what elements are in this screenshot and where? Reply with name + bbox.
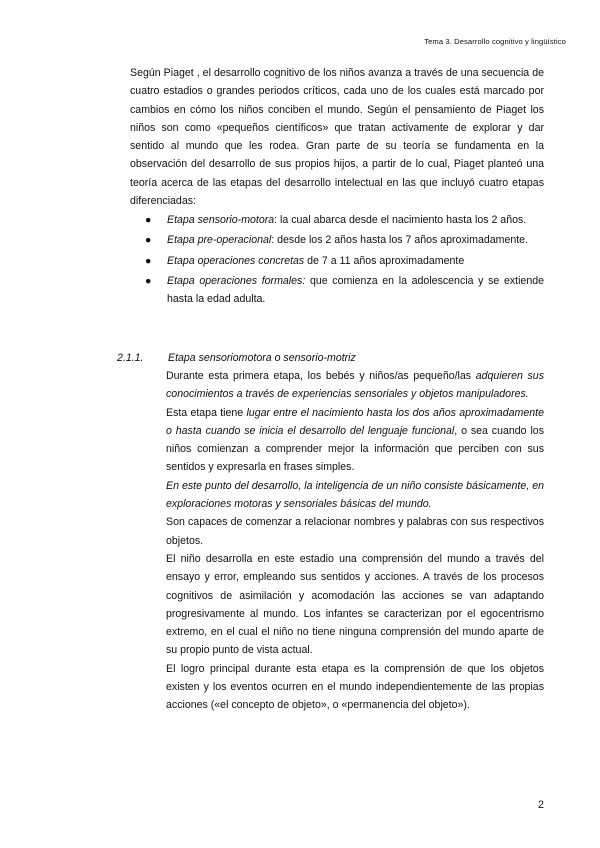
section-paragraph-3 bbox=[166, 477, 544, 514]
stage-text: que comienza en la adolescencia y se extiende hasta la edad adulta. bbox=[167, 274, 545, 306]
intro-block bbox=[130, 64, 544, 210]
bullet-icon: ● bbox=[145, 274, 152, 287]
section-paragraph-5: El niño desarrolla en este estadio una comprensión del mundo a través del ensayo y error, empleando sus sentidos y acciones. A través de los procesos cognitivos de asimilación y acomodación las acciones se van adaptando progresivamente al mundo. Los infantes se caracterizan por el egocentrismo extremo, en el cual el niño no tiene ninguna comprensión del mundo aparte de su propio punto de vista actual. bbox=[166, 552, 544, 657]
stage-name: Etapa pre-operacional bbox=[167, 234, 272, 247]
section-paragraph-1 bbox=[166, 367, 544, 404]
stage-name: Etapa operaciones formales: bbox=[167, 274, 306, 287]
section-paragraph-4: Son capaces de comenzar a relacionar nombres y palabras con sus respectivos objetos. bbox=[166, 516, 544, 547]
section-title: Etapa sensoriomotora o sensorio-motriz bbox=[168, 352, 356, 364]
stage-text: de 7 a 11 años aproximadamente bbox=[304, 254, 465, 267]
list-item bbox=[145, 272, 544, 309]
p2-italic: lugar entre el nacimiento hasta los dos años aproximadamente o hasta cuando se inicia el desarrollo del lenguaje funcional bbox=[166, 406, 544, 437]
bullet-icon: ● bbox=[145, 214, 152, 226]
stages-list bbox=[145, 211, 544, 310]
p1-italic: adquieren sus conocimientos a través de experiencias sensoriales y objetos manipuladores. bbox=[166, 370, 545, 401]
p1-plain: Durante esta primera etapa, los bebés y niños/as pequeño/las bbox=[166, 370, 476, 382]
running-header: Tema 3. Desarrollo cognitivo y lingüístico bbox=[424, 37, 566, 46]
p3-italic: En este punto del desarrollo, la inteligencia de un niño consiste básicamente, en exploraciones motoras y sensoriales básicas del mundo. bbox=[166, 479, 544, 511]
section-paragraph-6: El logro principal durante esta etapa es la comprensión de que los objetos existen y los eventos ocurren en el mundo independientemente de las propias acciones («el concepto de objeto», o «permanencia del objeto»). bbox=[166, 662, 544, 712]
stage-name: Etapa sensorio-motora bbox=[167, 214, 275, 226]
list-item bbox=[145, 231, 544, 249]
stage-name: Etapa operaciones concretas bbox=[167, 254, 305, 267]
section-body bbox=[166, 367, 544, 715]
page-number: 2 bbox=[537, 799, 544, 811]
bullet-icon: ● bbox=[145, 254, 152, 267]
bullet-icon: ● bbox=[145, 234, 152, 247]
section-paragraph-2 bbox=[166, 404, 544, 477]
stage-text: : la cual abarca desde el nacimiento hasta los 2 años. bbox=[274, 214, 527, 226]
section-number: 2.1.1. bbox=[117, 352, 144, 364]
section-heading bbox=[117, 349, 356, 367]
list-item bbox=[145, 211, 544, 229]
intro-paragraph: Según Piaget , el desarrollo cognitivo de los niños avanza a través de una secuencia de cuatro estadios o grandes periodos críticos, cada uno de los cuales está marcado por cambios en cómo los niños conciben el mundo. Según el pensamiento de Piaget los niños son como «pequeños científicos» que tratan activamente de explorar y dar sentido al mundo que les rodea. Gran parte de su teoría se fundamenta en la observación del desarrollo de sus propios hijos, a partir de lo cual, Piaget planteó una teoría acerca de las etapas del desarrollo intelectual en las que incluyó cuatro etapas diferenciadas: bbox=[130, 67, 544, 208]
p2-plain: Esta etapa tiene bbox=[166, 406, 247, 419]
stage-text: : desde los 2 años hasta los 7 años aproximadamente. bbox=[271, 234, 529, 247]
p2-plain-end: , o sea cuando los niños comienzan a comprender mejor la información que perciben con sus sentidos y expresarla en frases simples. bbox=[166, 424, 544, 474]
list-item bbox=[145, 252, 544, 270]
